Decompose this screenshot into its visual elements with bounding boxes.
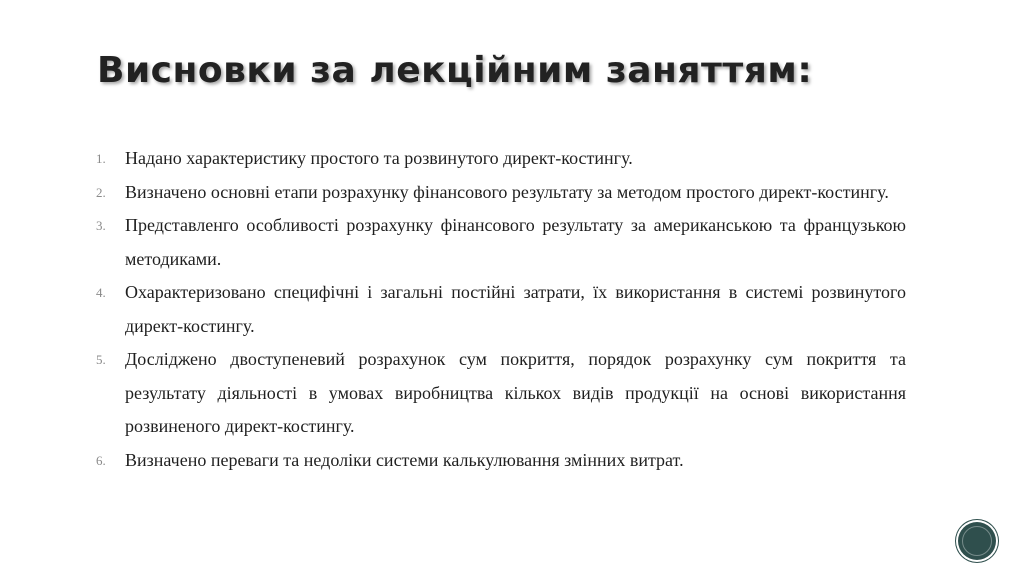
list-item-text: Визначено переваги та недоліки системи калькулювання змінних витрат. xyxy=(125,449,684,470)
slide-title: Висновки за лекційним заняттям: xyxy=(97,50,813,91)
list-item-text: Досліджено двоступеневий розрахунок сум покриття, порядок розрахунку сум покриття та результату діяльності в умовах виробництва кількох видів продукції на основі використання розвиненого директ-костингу. xyxy=(125,349,906,436)
list-item-text: Надано характеристику простого та розвинутого директ-костингу. xyxy=(125,148,633,168)
list-item-number: 5. xyxy=(96,352,106,367)
slide-number-badge xyxy=(958,522,996,560)
list-item xyxy=(96,343,906,444)
list-item-number: 4. xyxy=(96,285,106,300)
badge-ring xyxy=(962,526,992,556)
list-item-text: Охарактеризовано специфічні і загальні постійні затрати, їх використання в системі розвинутого директ-костингу. xyxy=(125,282,906,336)
list-item xyxy=(96,209,906,276)
list-item xyxy=(96,276,906,343)
list-item-number: 2. xyxy=(96,184,106,200)
list-item-text: Представленго особливості розрахунку фінансового результату за американською та французькою методиками. xyxy=(125,215,906,269)
list-item xyxy=(96,142,906,176)
list-item-number: 3. xyxy=(96,218,106,233)
conclusions-list xyxy=(96,142,906,477)
list-item xyxy=(96,444,906,478)
list-item xyxy=(96,176,906,210)
list-item-number: 1. xyxy=(96,151,106,166)
list-item-text: Визначено основні етапи розрахунку фінансового результату за методом простого директ-костингу. xyxy=(125,181,889,202)
list-item-number: 6. xyxy=(96,452,106,468)
